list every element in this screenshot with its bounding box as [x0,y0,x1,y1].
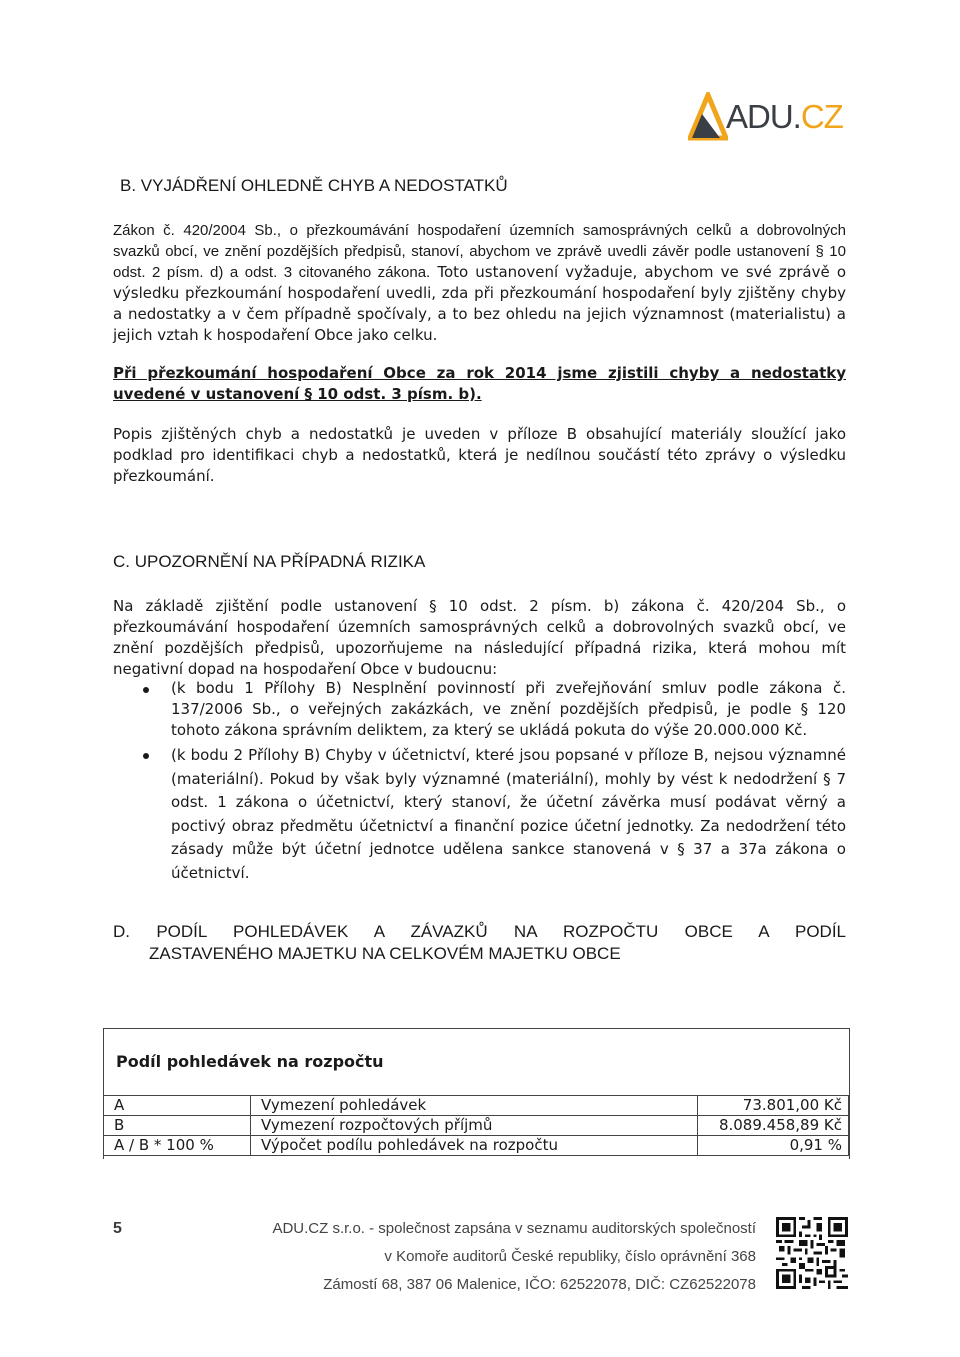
table-row [104,1136,849,1156]
footer-line-1: ADU.CZ s.r.o. - společnost zapsána v seznamu auditorských společností [272,1220,756,1237]
footer-line-2: v Komoře auditorů České republiky, číslo oprávnění 368 [384,1248,756,1265]
table-title: Podíl pohledávek na rozpočtu [116,1052,384,1071]
list-item: (k bodu 1 Přílohy B) Nesplnění povinností při zveřejňování smluv podle zákona č. 137/2006 Sb., o veřejných zakázkách, ve znění pozdějších předpisů, je podle § 120 tohoto zákona správním deliktem, za který se ukládá pokuta do výše 20.000.000 Kč. [113,678,846,741]
bullet-icon [143,687,149,693]
table-row [104,1116,849,1136]
logo-text-accent: CZ [800,98,843,135]
section-b-finding: Při přezkoumání hospodaření Obce za rok 2014 jsme zjistili chyby a nedostatky uvedené v ustanovení § 10 odst. 3 písm. b). [113,364,846,403]
row-value: 8.089.458,89 Kč [698,1116,849,1136]
row-code: A [104,1096,251,1116]
row-label: Výpočet podílu pohledávek na rozpočtu [251,1136,698,1156]
company-logo [688,92,848,142]
section-d-heading-line1: D. PODÍL POHLEDÁVEK A ZÁVAZKŮ NA ROZPOČTU OBCE A PODÍL [113,922,846,941]
risk-list [113,678,846,885]
section-c-heading: C. UPOZORNĚNÍ NA PŘÍPADNÁ RIZIKA [113,552,426,571]
table-row [104,1096,849,1116]
row-value: 73.801,00 Kč [698,1096,849,1116]
section-b-heading: B. VYJÁDŘENÍ OHLEDNĚ CHYB A NEDOSTATKŮ [120,176,508,195]
qr-code-icon [776,1217,848,1289]
row-value: 0,91 % [698,1136,849,1156]
bullet-icon [143,753,149,759]
section-b-intro-rest: Toto ustanovení vyžaduje, abychom ve své zprávě o výsledku přezkoumání hospodaření uvedli, zda při přezkoumání hospodaření byly zjištěny chyby a nedostatky a v čem případně spočívaly, a to bez ohledu na jejich významnost (materialistu) a jejich vztah k hospodaření Obce jako celku. [113,263,846,344]
row-code: B [104,1116,251,1136]
row-label: Vymezení rozpočtových příjmů [251,1116,698,1136]
section-c-intro: Na základě zjištění podle ustanovení § 10 odst. 2 písm. b) zákona č. 420/204 Sb., o přezkoumávání hospodaření územních samosprávných celků a dobrovolných svazků obcí, ve znění pozdějších předpisů, upozorňujeme na následující případná rizika, která mohou mít negativní dopad na hospodaření Obce v budoucnu: [113,597,846,678]
section-b-intro [113,220,846,346]
page-number: 5 [113,1220,122,1237]
section-b-description: Popis zjištěných chyb a nedostatků je uveden v příloze B obsahující materiály sloužící jako podklad pro identifikaci chyb a nedostatků, která je nedílnou součástí této zprávy o výsledku přezkoumání. [113,425,846,485]
logo-mark-icon [688,92,728,142]
logo-text: ADU. [726,98,801,135]
footer-line-3: Zámostí 68, 387 06 Malenice, IČO: 62522078, DIČ: CZ62522078 [323,1276,756,1293]
row-label: Vymezení pohledávek [251,1096,698,1116]
row-code: A / B * 100 % [104,1136,251,1156]
list-item: (k bodu 2 Přílohy B) Chyby v účetnictví, které jsou popsané v příloze B, nejsou významné (materiální). Pokud by však byly významné (materiální), mohly by vést k nedodržení § 7 odst. 1 zákona o účetnictví, který stanoví, že účetní závěrka musí podávat věrný a poctivý obraz předmětu účetnictví a finanční pozice účetní jednotky. Za nedodržení této zásady může být účetní jednotce udělena sankce stanovená v § 37 a 37a zákona o účetnictví. [113,744,846,885]
section-d-heading-line2: ZASTAVENÉHO MAJETKU NA CELKOVÉM MAJETKU OBCE [149,944,621,963]
section-b-intro-sans: Zákon č. 420/2004 Sb., o přezkoumávání hospodaření územních samosprávných celků a dobrovolných svazků obcí, ve znění pozdějších předpisů, stanoví, abychom ve zprávě uvedli závěr podle ustanovení § 10 odst. 2 písm. d) a odst. 3 citovaného zákona. [113,222,846,281]
receivables-table [103,1095,849,1156]
